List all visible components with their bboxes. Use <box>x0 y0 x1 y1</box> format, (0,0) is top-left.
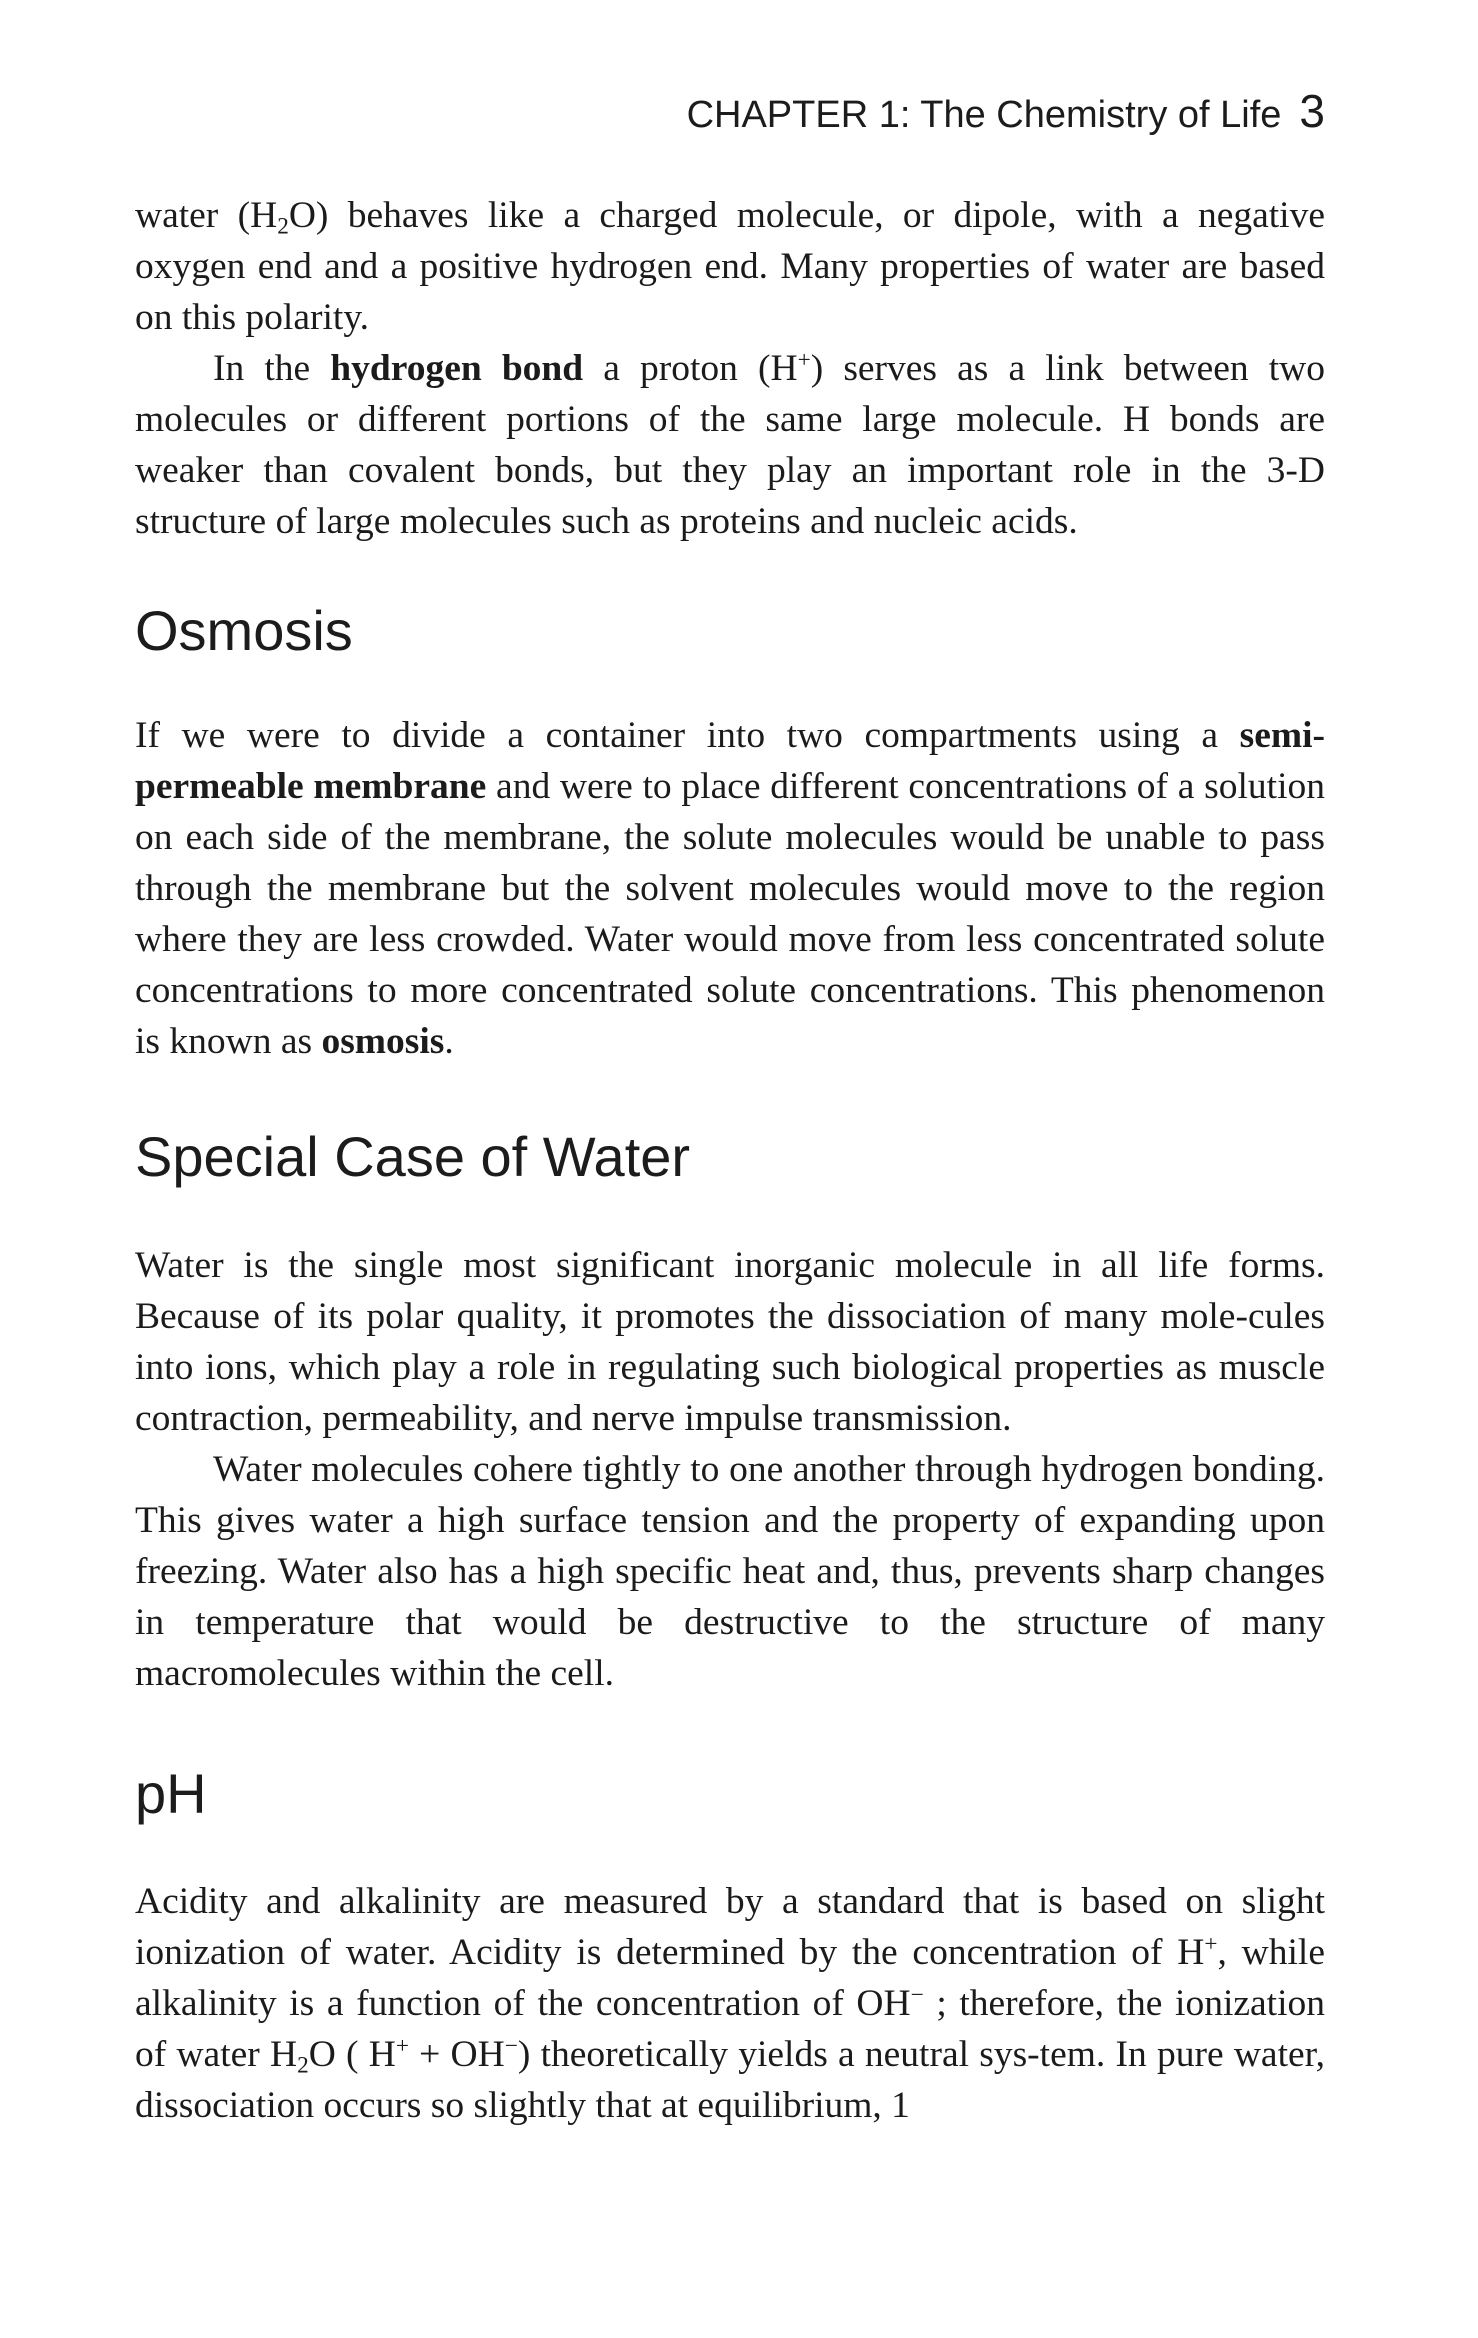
water-section <box>135 1240 1325 1699</box>
text-run: ; therefore, the ionization of water H <box>135 1983 1326 2075</box>
page-number: 3 <box>1299 85 1325 137</box>
heading-ph: pH <box>135 1762 207 1825</box>
water-paragraph-2: Water molecules cohere tightly to one another through hydrogen bonding. This gives water a high surface tension and the property of expanding upon freezing. Water also has a high specific heat and, thus, prevents sharp changes in temperature that would be destructive to the structure of many macromolecules within the cell. <box>135 1449 1325 1694</box>
superscript: + <box>395 2033 409 2060</box>
subscript: 2 <box>277 213 289 240</box>
text-run: If we were to divide a container into two compartments using a <box>135 715 1240 756</box>
superscript: − <box>504 2033 518 2060</box>
subscript: 2 <box>297 2052 309 2079</box>
bold-term: semi-permeable membrane <box>135 715 1325 807</box>
intro-paragraph-2 <box>135 343 1325 547</box>
osmosis-paragraph <box>135 710 1325 1067</box>
osmosis-section <box>135 710 1325 1067</box>
text-run: , while alkalinity is a function of the concentration of OH <box>135 1932 1325 2024</box>
text-run: . <box>444 1021 454 1062</box>
ph-section <box>135 1876 1325 2131</box>
bold-term: hydrogen bond <box>330 348 584 389</box>
text-run: O) behaves like a charged molecule, or dipole, with a negative oxygen end and a positive hydrogen end. Many properties of water are based on this polarity. <box>135 195 1325 338</box>
text-run: In the <box>213 348 331 389</box>
water-paragraph-1: Water is the single most significant inorganic molecule in all life forms. Because of its polar quality, it promotes the dissociation of many mole-cules into ions, which play a role in regulating such biological properties as muscle contraction, permeability, and nerve impulse transmission. <box>135 1245 1325 1439</box>
heading-special-case-of-water: Special Case of Water <box>135 1125 691 1188</box>
ph-paragraph <box>135 1876 1325 2131</box>
intro-paragraph-1 <box>135 190 1325 343</box>
superscript: + <box>797 347 811 374</box>
text-run: ) serves as a link between two molecules or different portions of the same large molecule. H bonds are weaker than covalent bonds, but they play an important role in the 3-D structure of large molecules such as proteins and nucleic acids. <box>135 348 1325 542</box>
chapter-title: CHAPTER 1: The Chemistry of Life <box>686 94 1282 136</box>
text-run: and were to place different concentrations of a solution on each side of the membrane, the solute molecules would be unable to pass through the membrane but the solvent molecules would move to the region where they are less crowded. Water would move from less concentrated solute concentrations to more concentrated solute concentrations. This phenomenon is known as <box>135 766 1325 1062</box>
text-run: ) theoretically yields a neutral sys-tem. In pure water, dissociation occurs so slightly that at equilibrium, 1 <box>135 2034 1325 2126</box>
intro-section <box>135 190 1325 547</box>
text-run: O ( H <box>308 2034 396 2075</box>
text-run: water (H <box>135 195 278 236</box>
running-head <box>135 84 1325 138</box>
text-run: + OH <box>408 2034 505 2075</box>
heading-osmosis: Osmosis <box>135 599 353 662</box>
superscript: + <box>1204 1931 1218 1958</box>
text-run: a proton (H <box>583 348 798 389</box>
superscript: − <box>910 1982 924 2009</box>
bold-term: osmosis <box>321 1021 445 1062</box>
text-run: Acidity and alkalinity are measured by a standard that is based on slight ionization of water. Acidity is determined by the concentration of H <box>135 1881 1325 1973</box>
